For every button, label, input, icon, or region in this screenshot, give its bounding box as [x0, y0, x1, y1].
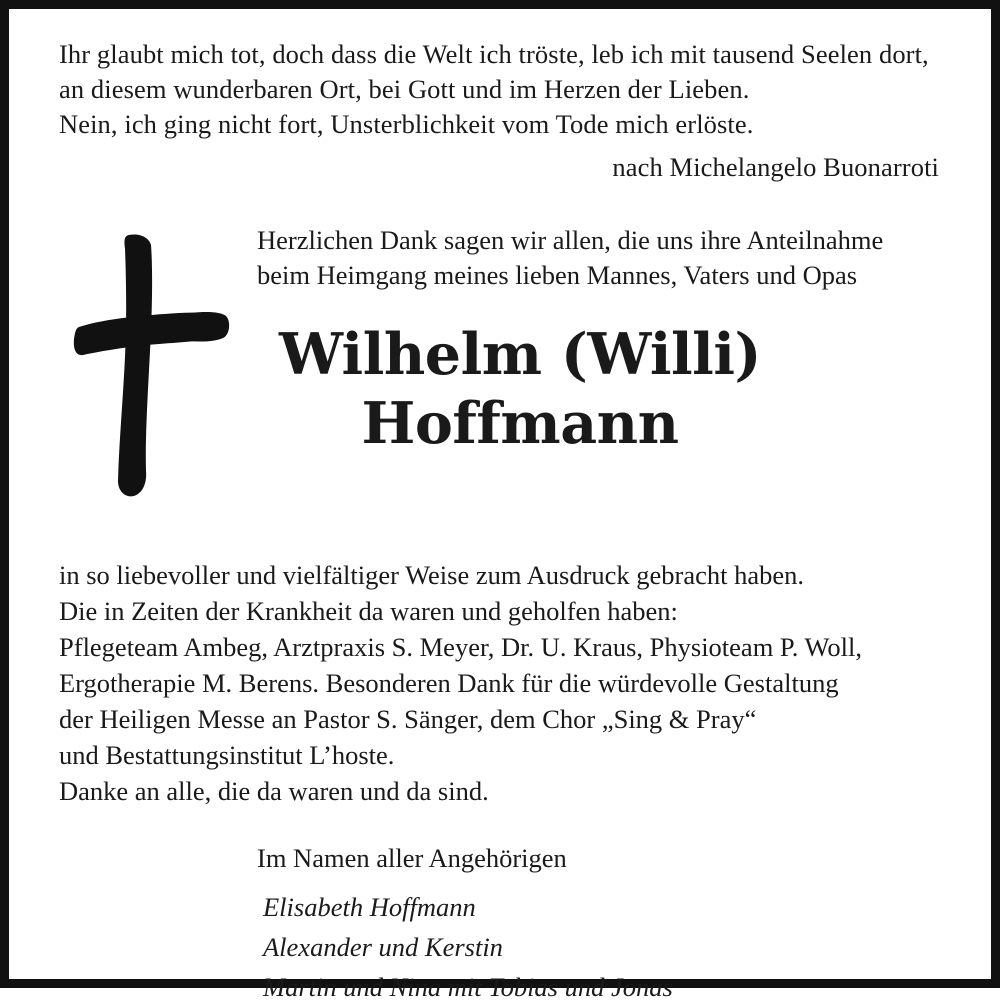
deceased-name-line-2: Hoffmann — [361, 390, 679, 458]
signature-heading: Im Namen aller Angehörigen — [257, 843, 567, 874]
poem-line: Nein, ich ging nicht fort, Unsterblichkeit vom Tode mich erlöste. — [59, 108, 754, 139]
thanks-line: Herzlichen Dank sagen wir allen, die uns ihre Anteilnahme — [257, 224, 884, 255]
thanks-text — [257, 223, 941, 294]
poem-line: an diesem wunderbaren Ort, bei Gott und im Herzen der Lieben. — [59, 73, 750, 104]
poem-attribution: nach Michelangelo Buonarroti — [612, 151, 939, 182]
poem-block — [59, 37, 941, 185]
body-line: Ergotherapie M. Berens. Besonderen Dank für die würdevolle Gestaltung — [59, 667, 839, 698]
body-text — [59, 557, 941, 809]
tribute-block — [59, 223, 941, 523]
body-line: und Bestattungsinstitut L’hoste. — [59, 740, 395, 771]
poem-line: Ihr glaubt mich tot, doch dass die Welt ich tröste, leb ich mit tausend Seelen dort, — [59, 39, 929, 69]
body-line: Die in Zeiten der Krankheit da waren und geholfen haben: — [59, 595, 678, 626]
body-line: Pflegeteam Ambeg, Arztpraxis S. Meyer, Dr. U. Kraus, Physioteam P. Woll, — [59, 631, 862, 662]
signature-name: Alexander und Kerstin — [263, 932, 503, 963]
body-line: der Heiligen Messe an Pastor S. Sänger, dem Chor „Sing & Pray“ — [59, 704, 757, 734]
obituary-content — [9, 9, 991, 1003]
thanks-line: beim Heimgang meines lieben Mannes, Vaters und Opas — [257, 260, 858, 291]
body-line: in so liebevoller und vielfältiger Weise zum Ausdruck gebracht haben. — [59, 559, 805, 590]
signature-block — [257, 839, 941, 1008]
deceased-name-line-1: Wilhelm (Willi) — [279, 320, 761, 388]
cross-icon — [73, 231, 233, 501]
signature-name: Elisabeth Hoffmann — [263, 891, 476, 922]
body-line: Danke an alle, die da waren und da sind. — [59, 776, 489, 807]
signature-name: Martin und Nina mit Tobias und Jonas — [263, 972, 673, 1003]
